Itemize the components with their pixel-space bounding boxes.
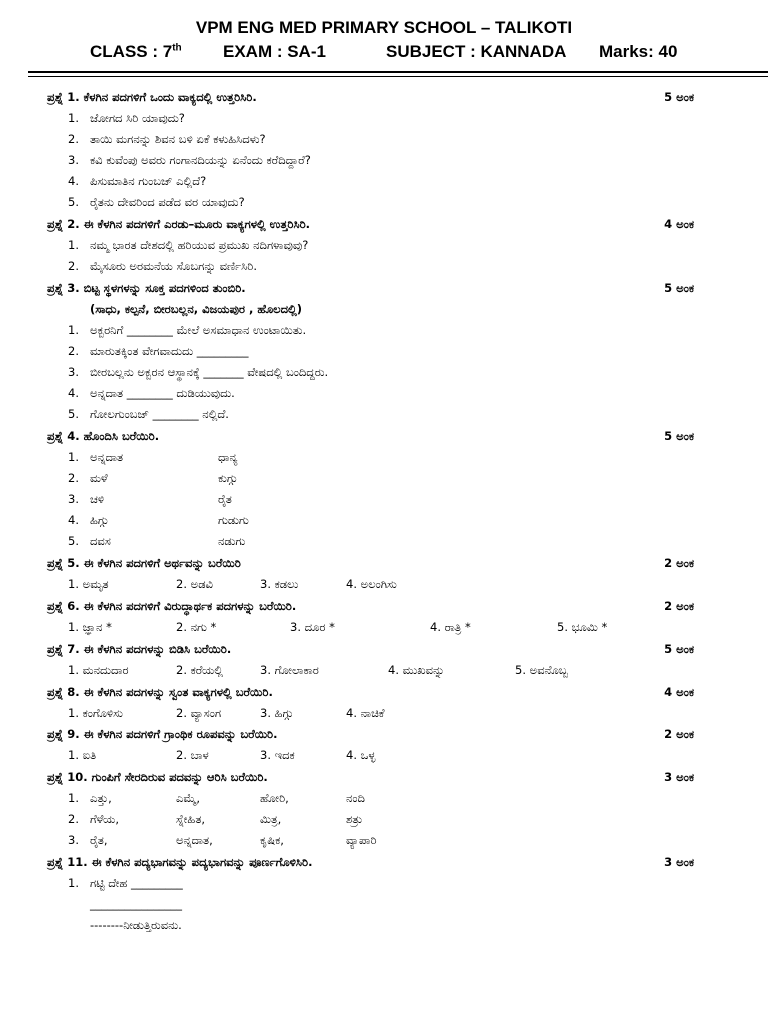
- group-word: ಹೋರಿ,: [260, 791, 289, 805]
- list-item: 5. ಅವನೊಬ್ಬ: [515, 663, 568, 677]
- group-word: ನಂದಿ: [346, 791, 365, 805]
- question-5-marks: 2 ಅಂಕ: [664, 556, 694, 570]
- list-item: ನಮ್ಮ ಭಾರತ ದೇಶದಲ್ಲಿ ಹರಿಯುವ ಪ್ರಮುಖ ನದಿಗಳಾವುವು?: [90, 238, 309, 252]
- marks-label: Marks: 40: [599, 42, 678, 61]
- class-superscript: th: [172, 42, 182, 54]
- question-6-marks: 2 ಅಂಕ: [664, 599, 694, 613]
- list-number: 5.: [68, 195, 79, 209]
- list-number: 1.: [68, 791, 79, 805]
- list-number: 4.: [68, 386, 79, 400]
- question-9-title: ಪ್ರಶ್ನೆ 9. ಈ ಕೆಳಗಿನ ಪದಗಳಿಗೆ ಗ್ರಾಂಥಿಕ ರೂಪವನ್ನು ಬರೆಯಿರಿ.: [47, 727, 278, 741]
- group-word: ಅನ್ನದಾತ,: [176, 833, 213, 847]
- group-word: ವ್ಯಾಪಾರಿ: [346, 833, 377, 847]
- list-number: 2.: [68, 259, 79, 273]
- match-right: ಗುಡುಗು: [218, 513, 249, 527]
- list-item: 3. ದೂರ *: [290, 620, 335, 634]
- match-left: ಹಿಗ್ಗು: [90, 513, 109, 527]
- question-2-marks: 4 ಅಂಕ: [664, 217, 694, 231]
- group-word: ರೈತ,: [90, 833, 108, 847]
- list-item: 1. ಮನದುದಾರ: [68, 663, 129, 677]
- list-item: 4. ಅಲಂಗಿಸು: [346, 577, 397, 591]
- school-title: VPM ENG MED PRIMARY SCHOOL – TALIKOTI: [195, 18, 573, 37]
- group-word: ಕೃಷಿಕ,: [260, 833, 284, 847]
- list-item: 4. ಮುಖವನ್ನು: [388, 663, 445, 677]
- header-rule-thin: [28, 76, 768, 77]
- list-item: 3. ಇದಕ: [260, 748, 295, 762]
- question-4-title: ಪ್ರಶ್ನೆ 4. ಹೊಂದಿಸಿ ಬರೆಯಿರಿ.: [47, 429, 160, 443]
- list-item: ಗೋಲಗುಂಬಜ್ ________ ನಲ್ಲಿದೆ.: [90, 407, 229, 421]
- list-item: 4. ರಾತ್ರಿ *: [430, 620, 471, 634]
- list-number: 4.: [68, 513, 79, 527]
- list-number: 1.: [68, 238, 79, 252]
- group-word: ಶತ್ರು: [346, 812, 363, 826]
- group-word: ಗೆಳೆಯ,: [90, 812, 119, 826]
- list-item: ಅನ್ನದಾತ ________ ದುಡಿಯುವುದು.: [90, 386, 235, 400]
- list-number: 3.: [68, 492, 79, 506]
- list-number: 2.: [68, 471, 79, 485]
- list-item: 2. ಕರೆಯಲ್ಲಿ: [176, 663, 223, 677]
- list-item: 1. ಐತಿ: [68, 748, 97, 762]
- list-number: 1.: [68, 111, 79, 125]
- question-7-marks: 5 ಅಂಕ: [664, 642, 694, 656]
- question-4-marks: 5 ಅಂಕ: [664, 429, 694, 443]
- match-right: ಕುಗ್ಗು: [218, 471, 238, 485]
- question-1-marks: 5 ಅಂಕ: [664, 90, 694, 104]
- list-item: 1. ಜ್ಞಾನ *: [68, 620, 112, 634]
- class-label: CLASS : 7th: [90, 42, 182, 61]
- group-word: ಎತ್ತು,: [90, 791, 112, 805]
- list-number: 4.: [68, 174, 79, 188]
- match-left: ಅನ್ನದಾತ: [90, 450, 124, 464]
- list-item: 2. ಅಡವಿ: [176, 577, 213, 591]
- question-2-title: ಪ್ರಶ್ನೆ 2. ಈ ಕೆಳಗಿನ ಪದಗಳಿಗೆ ಎರಡು–ಮೂರು ವಾಕ್ಯಗಳಲ್ಲಿ ಉತ್ತರಿಸಿರಿ.: [47, 217, 311, 231]
- poem-line: ________________: [90, 897, 182, 911]
- list-item: 2. ವ್ಯಾಸಂಗ: [176, 706, 222, 720]
- match-left: ಚಳಿ: [90, 492, 105, 506]
- question-5-title: ಪ್ರಶ್ನೆ 5. ಈ ಕೆಳಗಿನ ಪದಗಳಿಗೆ ಅರ್ಥವನ್ನು ಬರೆಯಿರಿ: [47, 556, 241, 570]
- list-number: 5.: [68, 534, 79, 548]
- match-right: ನಡುಗು: [218, 534, 246, 548]
- list-item: ಪಿಸುಮಾತಿನ ಗುಂಬಜ್ ಎಲ್ಲಿದೆ?: [90, 174, 207, 188]
- list-number: 2.: [68, 132, 79, 146]
- question-3-title: ಪ್ರಶ್ನೆ 3. ಬಿಟ್ಟ ಸ್ಥಳಗಳನ್ನು ಸೂಕ್ತ ಪದಗಳಿಂದ ತುಂಬಿರಿ.: [47, 281, 246, 295]
- list-item: 5. ಭೂಮಿ *: [557, 620, 608, 634]
- list-number: 3.: [68, 833, 79, 847]
- question-8-marks: 4 ಅಂಕ: [664, 685, 694, 699]
- list-item: 3. ಕಡಲು: [260, 577, 299, 591]
- list-number: 1.: [68, 450, 79, 464]
- list-number: 5.: [68, 407, 79, 421]
- list-item: ರೈತನು ದೇವರಿಂದ ಪಡೆದ ವರ ಯಾವುದು?: [90, 195, 245, 209]
- list-item: ಬೀರಬಲ್ಲನು ಅಕ್ಬರನ ಆಸ್ಥಾನಕ್ಕೆ _______ ವೇಷದಲ್ಲಿ ಬಂದಿದ್ದರು.: [90, 365, 329, 379]
- list-item: 2. ಬಾಳ: [176, 748, 209, 762]
- list-item: ಅಕ್ಬರನಿಗೆ ________ ಮೇಲೆ ಅಸಮಾಧಾನ ಉಂಟಾಯಿತು.: [90, 323, 307, 337]
- list-item: 1. ಕಂಗೊಳಿಸು: [68, 706, 123, 720]
- list-item: 4. ಒಳ್ಳ: [346, 748, 376, 762]
- list-item: ಮಾರುತಕ್ಕಿಂತ ವೇಗವಾದುದು _________: [90, 344, 249, 358]
- question-10-marks: 3 ಅಂಕ: [664, 770, 694, 784]
- question-6-title: ಪ್ರಶ್ನೆ 6. ಈ ಕೆಳಗಿನ ಪದಗಳಿಗೆ ವಿರುದ್ಧಾರ್ಥಕ ಪದಗಳನ್ನು ಬರೆಯಿರಿ.: [47, 599, 297, 613]
- poem-line: ಗಟ್ಟಿ ದೇಹ _________: [90, 876, 183, 890]
- match-left: ಮಳೆ: [90, 471, 108, 485]
- poem-line: --------ನೀಡುತ್ತಿರುವನು.: [90, 918, 182, 932]
- exam-label: EXAM : SA-1: [223, 42, 326, 61]
- question-8-title: ಪ್ರಶ್ನೆ 8. ಈ ಕೆಳಗಿನ ಪದಗಳನ್ನು ಸ್ವಂತ ವಾಕ್ಯಗಳಲ್ಲಿ ಬರೆಯಿರಿ.: [47, 685, 273, 699]
- list-item: 3. ಗೋಲಾಕಾರ: [260, 663, 319, 677]
- list-item: ಕವಿ ಕುವೆಂಪು ಅವರು ಗಂಗಾನದಿಯನ್ನು ಏನೆಂದು ಕರೆದಿದ್ದಾರೆ?: [90, 153, 311, 167]
- subject-label: SUBJECT : KANNADA: [386, 42, 567, 61]
- list-item: 3. ಹಿಗ್ಗು: [260, 706, 294, 720]
- question-3-word-bank: (ಸಾಧು, ಕಲ್ಪನೆ, ಬೀರಬಲ್ಲನ, ವಿಜಯಪುರ , ಹೊಲದಲ್ಲಿ): [90, 302, 302, 316]
- group-word: ಎಮ್ಮೆ,: [176, 791, 200, 805]
- list-number: 3.: [68, 365, 79, 379]
- question-3-marks: 5 ಅಂಕ: [664, 281, 694, 295]
- header-rule-thick: [28, 71, 768, 73]
- list-number: 2.: [68, 812, 79, 826]
- match-right: ರೈತ: [218, 492, 232, 506]
- match-left: ದವಸ: [90, 534, 111, 548]
- list-item: 4. ನಾಚಿಕೆ: [346, 706, 385, 720]
- question-11-marks: 3 ಅಂಕ: [664, 855, 694, 869]
- match-right: ಧಾನ್ಯ: [218, 450, 238, 464]
- question-10-title: ಪ್ರಶ್ನೆ 10. ಗುಂಪಿಗೆ ಸೇರದಿರುವ ಪದವನ್ನು ಆರಿಸಿ ಬರೆಯಿರಿ.: [47, 770, 268, 784]
- question-11-title: ಪ್ರಶ್ನೆ 11. ಈ ಕೆಳಗಿನ ಪದ್ಯಭಾಗವನ್ನು ಪದ್ಯಭಾಗವನ್ನು ಪೂರ್ಣಗೊಳಿಸಿರಿ.: [47, 855, 313, 869]
- question-1-title: ಪ್ರಶ್ನೆ 1. ಕೆಳಗಿನ ಪದಗಳಿಗೆ ಒಂದು ವಾಕ್ಯದಲ್ಲಿ ಉತ್ತರಿಸಿರಿ.: [47, 90, 257, 104]
- list-item: 2. ನಗು *: [176, 620, 217, 634]
- list-number: 1.: [68, 323, 79, 337]
- list-item: ಜೋಗದ ಸಿರಿ ಯಾವುದು?: [90, 111, 185, 125]
- question-7-title: ಪ್ರಶ್ನೆ 7. ಈ ಕೆಳಗಿನ ಪದಗಳನ್ನು ಬಿಡಿಸಿ ಬರೆಯಿರಿ.: [47, 642, 232, 656]
- list-item: 1. ಅಮೃತ: [68, 577, 109, 591]
- list-number: 3.: [68, 153, 79, 167]
- list-number: 2.: [68, 344, 79, 358]
- list-number: 1.: [68, 876, 79, 890]
- group-word: ಮಿತ್ರ,: [260, 812, 282, 826]
- list-item: ತಾಯಿ ಮಗನನ್ನು ಶಿವನ ಬಳಿ ಏಕೆ ಕಳುಹಿಸಿದಳು?: [90, 132, 266, 146]
- group-word: ಸ್ನೇಹಿತ,: [176, 812, 206, 826]
- list-item: ಮೈಸೂರು ಅರಮನೆಯ ಸೊಬಗನ್ನು ವರ್ಣಿಸಿರಿ.: [90, 259, 257, 273]
- question-9-marks: 2 ಅಂಕ: [664, 727, 694, 741]
